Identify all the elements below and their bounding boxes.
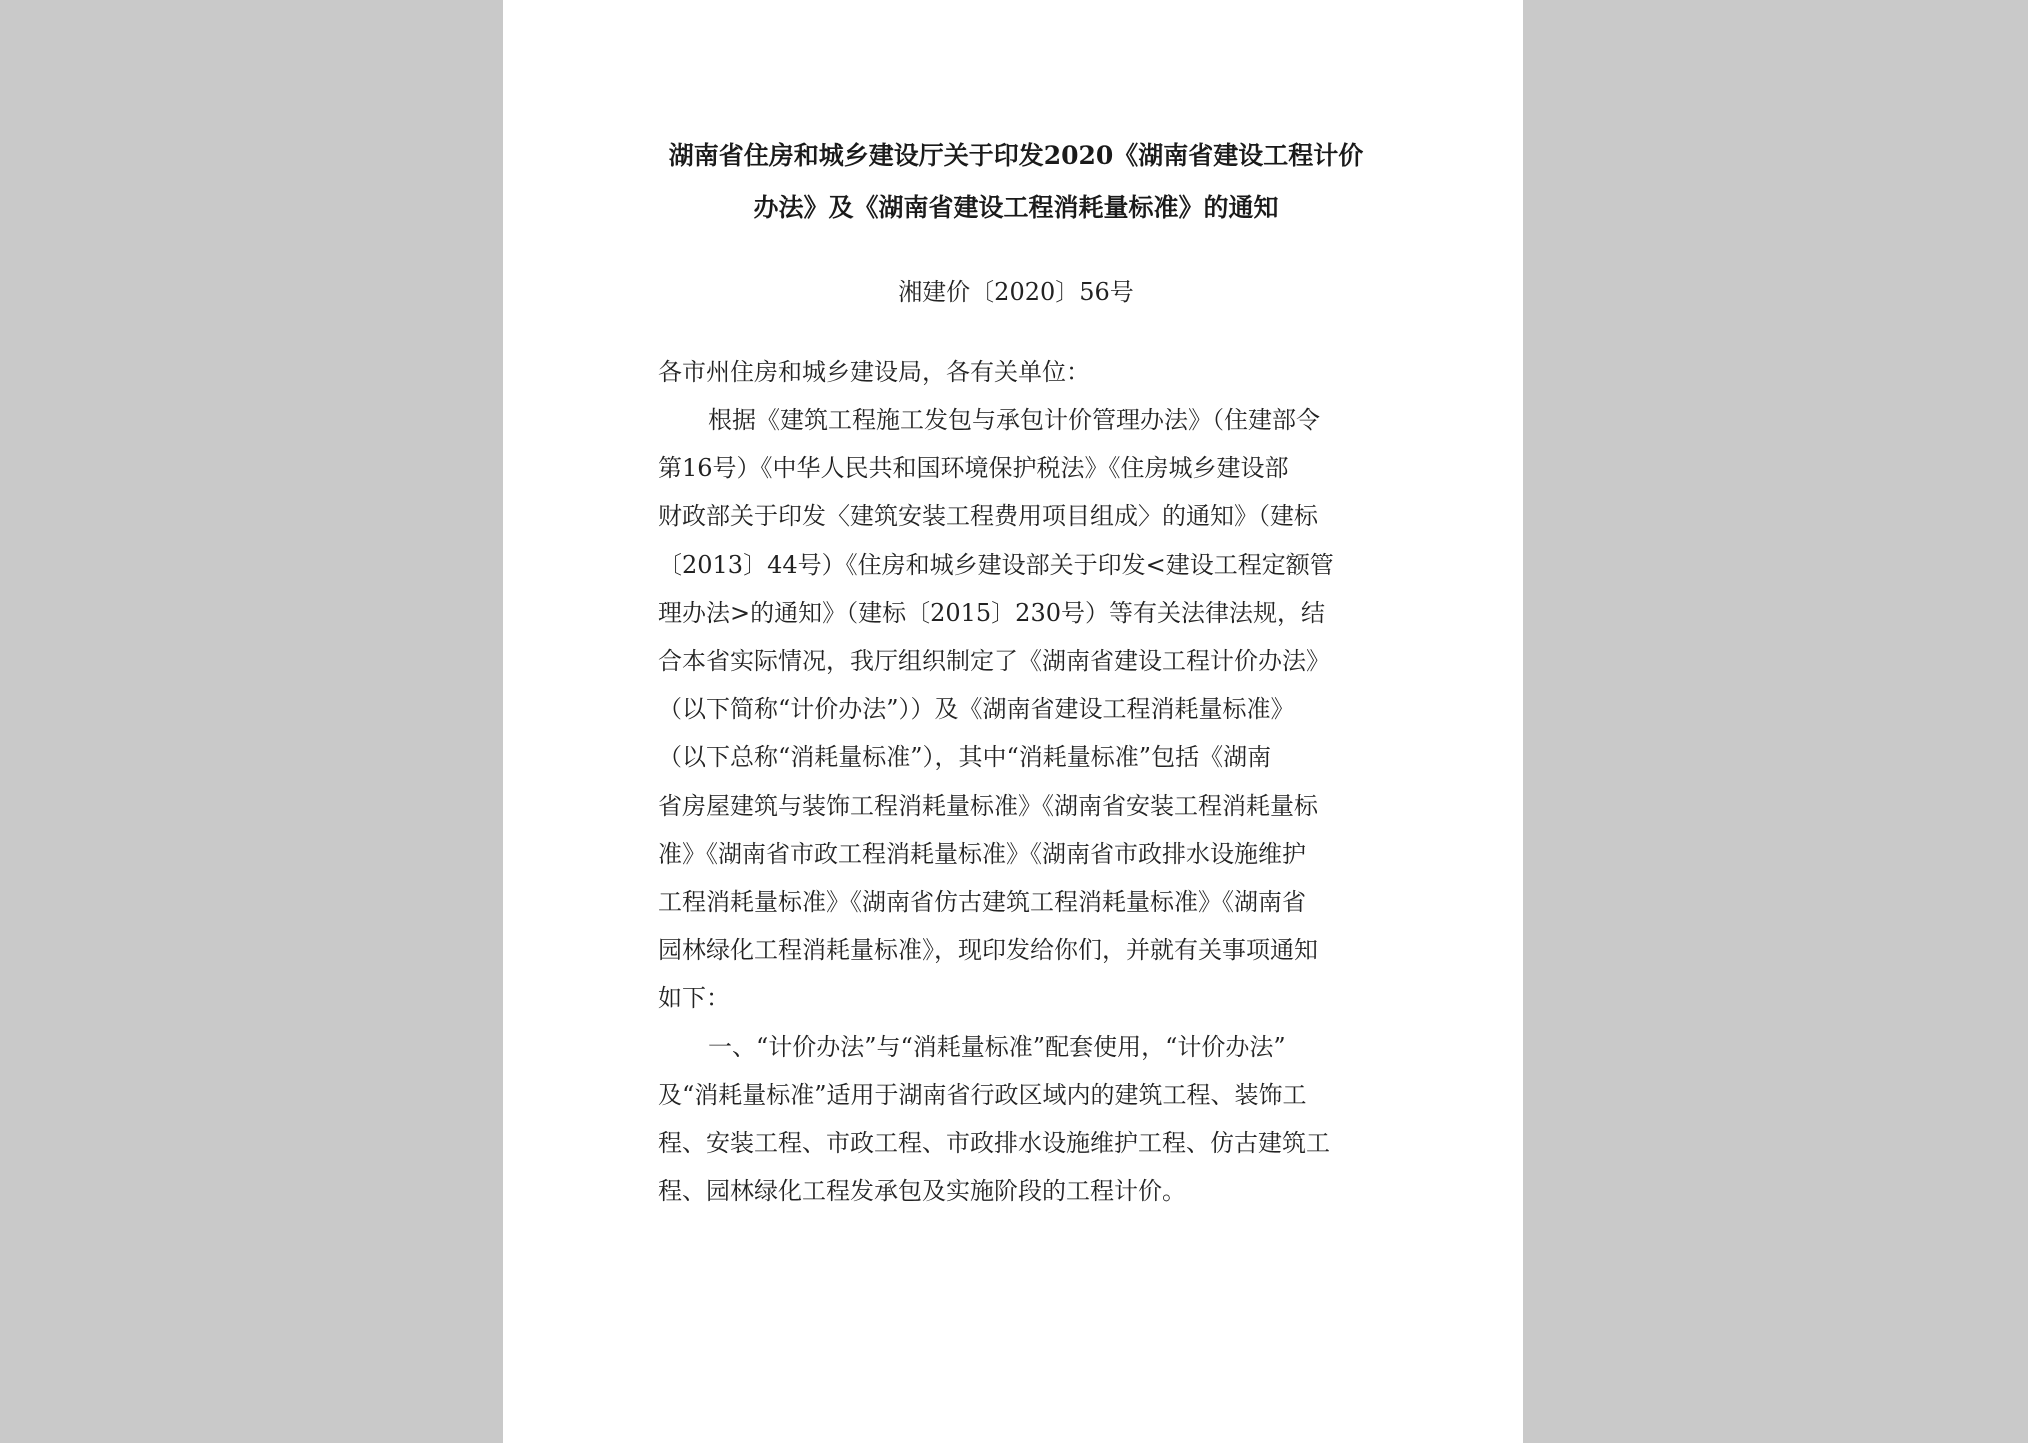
text-line: 园林绿化工程消耗量标准》，现印发给你们，并就有关事项通知 — [658, 936, 1318, 965]
text-line: 省房屋建筑与装饰工程消耗量标准》《湖南省安装工程消耗量标 — [658, 791, 1318, 820]
text-line: 工程消耗量标准》《湖南省仿古建筑工程消耗量标准》《湖南省 — [658, 888, 1306, 917]
text-line: （以下简称“计价办法”））及《湖南省建设工程消耗量标准》 — [658, 695, 1295, 724]
document-content — [658, 130, 1374, 1215]
paragraph-1 — [658, 396, 1374, 1023]
text-line: 程、安装工程、市政工程、市政排水设施维护工程、仿古建筑工 — [658, 1129, 1330, 1158]
text-line: 程、园林绿化工程发承包及实施阶段的工程计价。 — [658, 1177, 1186, 1206]
paragraph-2 — [658, 1023, 1374, 1216]
text-line: 理办法>的通知》（建标〔2015〕230号）等有关法律法规，结 — [658, 598, 1325, 627]
title-line: 湖南省住房和城乡建设厅关于印发2020《湖南省建设工程计价 — [668, 141, 1364, 170]
text-line: 合本省实际情况，我厅组织制定了《湖南省建设工程计价办法》 — [658, 647, 1330, 676]
text-line: 根据《建筑工程施工发包与承包计价管理办法》（住建部令 — [708, 406, 1320, 434]
text-line: 准》《湖南省市政工程消耗量标准》《湖南省市政排水设施维护 — [658, 839, 1306, 868]
document-page — [503, 0, 1523, 1443]
text-line: 第16号）《中华人民共和国环境保护税法》《住房城乡建设部 — [658, 454, 1289, 483]
text-line: 及“消耗量标准”适用于湖南省行政区域内的建筑工程、装饰工 — [658, 1080, 1307, 1109]
text-line: （以下总称“消耗量标准”），其中“消耗量标准”包括《湖南 — [658, 743, 1272, 772]
title-line: 办法》及《湖南省建设工程消耗量标准》的通知 — [753, 193, 1279, 222]
text-line: 〔2013〕44号）《住房和城乡建设部关于印发<建设工程定额管 — [658, 550, 1334, 579]
text-line: 如下： — [658, 984, 730, 1013]
text-line: 一、“计价办法”与“消耗量标准”配套使用，“计价办法” — [708, 1032, 1286, 1061]
salutation: 各市州住房和城乡建设局，各有关单位： — [658, 358, 1090, 386]
text-line: 财政部关于印发〈建筑安装工程费用项目组成〉的通知》（建标 — [658, 502, 1318, 531]
document-number: 湘建价〔2020〕56号 — [898, 278, 1134, 306]
document-title — [658, 130, 1374, 234]
